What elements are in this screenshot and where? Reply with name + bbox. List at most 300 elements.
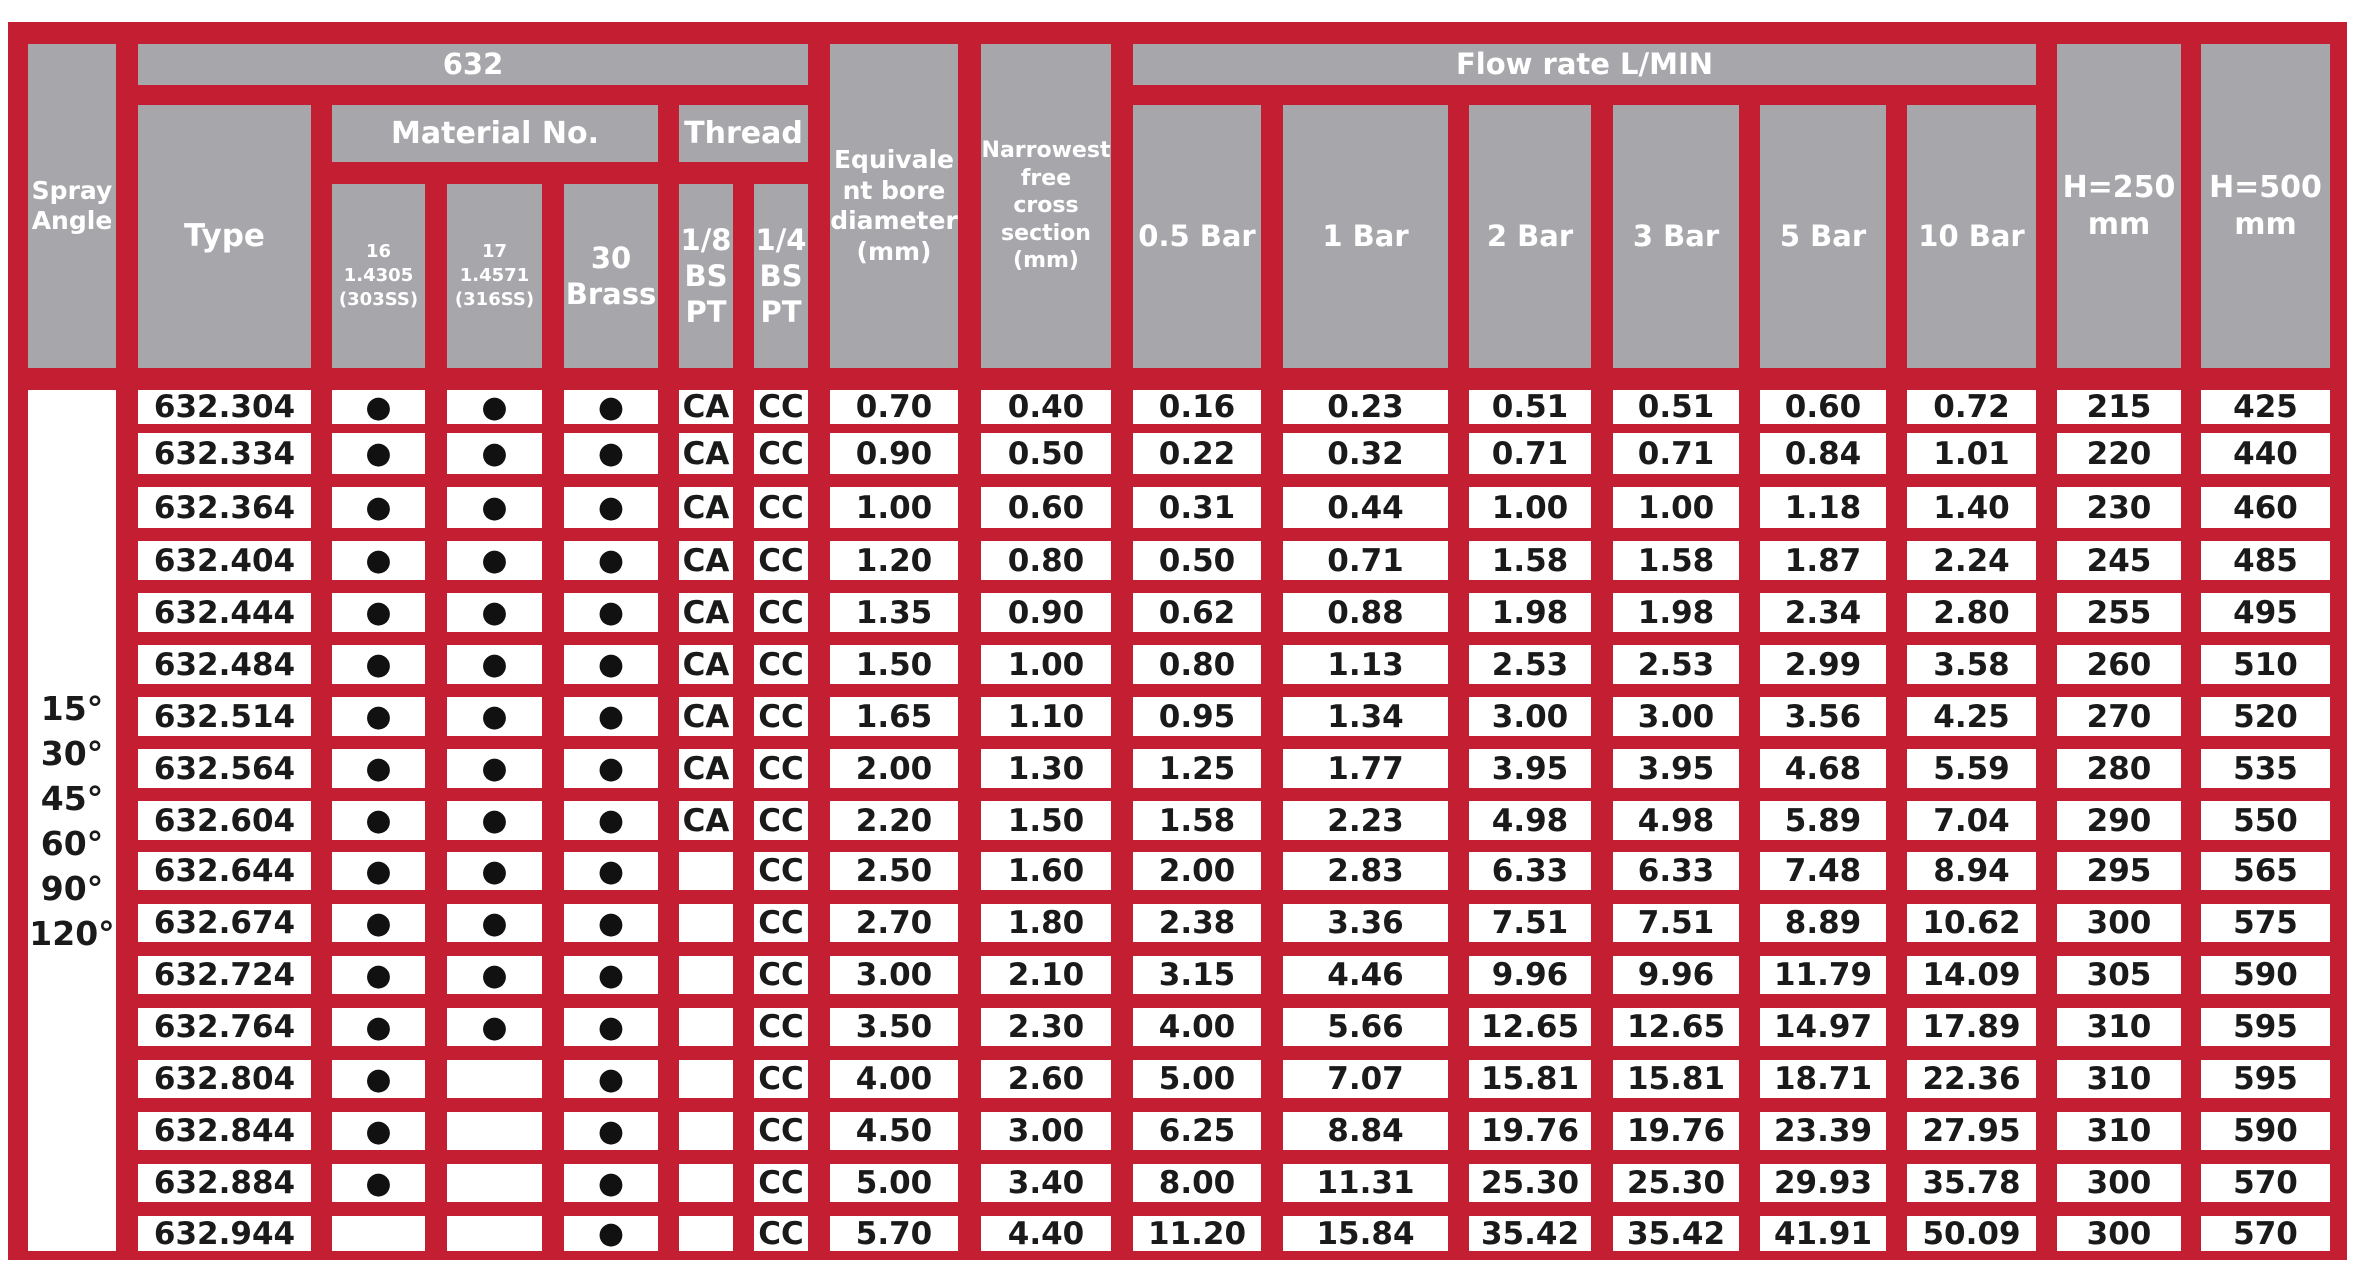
row-0-m17	[447, 390, 542, 424]
row-4-narrow: 0.90	[981, 593, 1111, 632]
row-16-m30	[564, 1216, 658, 1251]
row-8-f2: 4.98	[1469, 801, 1591, 840]
row-4-type: 632.444	[138, 593, 311, 632]
row-2-narrow: 0.60	[981, 487, 1111, 528]
material-available-bullet: ●	[597, 1061, 625, 1097]
row-10-f3: 7.51	[1613, 904, 1739, 942]
row-1-t14: CC	[754, 433, 808, 474]
row-0-m16	[332, 390, 425, 424]
spray-angle-value: 60°	[40, 823, 104, 863]
row-8-m17	[447, 801, 542, 840]
row-10-f05: 2.38	[1133, 904, 1261, 942]
row-3-narrow: 0.80	[981, 541, 1111, 580]
row-12-type: 632.764	[138, 1008, 311, 1046]
row-4-equiv: 1.35	[830, 593, 958, 632]
row-13-type: 632.804	[138, 1060, 311, 1098]
row-8-f1: 2.23	[1283, 801, 1448, 840]
row-15-f05: 8.00	[1133, 1164, 1261, 1202]
row-6-m30	[564, 697, 658, 736]
row-6-m17	[447, 697, 542, 736]
material-available-bullet: ●	[597, 436, 625, 471]
row-5-f05: 0.80	[1133, 645, 1261, 684]
row-4-h250: 255	[2057, 593, 2181, 632]
row-16-f2: 35.42	[1469, 1216, 1591, 1251]
spray-angle-value: 90°	[40, 868, 104, 908]
header-text-line: 2 Bar	[1486, 219, 1574, 254]
material-available-bullet: ●	[597, 595, 625, 630]
row-13-equiv: 4.00	[830, 1060, 958, 1098]
material-available-bullet: ●	[481, 751, 508, 786]
row-4-f05: 0.62	[1133, 593, 1261, 632]
material-available-bullet: ●	[481, 853, 508, 889]
row-5-h500: 510	[2201, 645, 2330, 684]
row-15-equiv: 5.00	[830, 1164, 958, 1202]
row-5-m16	[332, 645, 425, 684]
row-16-m17	[447, 1216, 542, 1251]
row-14-f10: 27.95	[1907, 1112, 2036, 1150]
header-text-line: (mm)	[1013, 248, 1079, 274]
row-12-m16	[332, 1008, 425, 1046]
material-available-bullet: ●	[597, 390, 625, 424]
header-text-line: 1/4	[755, 222, 807, 257]
row-0-f10: 0.72	[1907, 390, 2036, 424]
header-thread-1-4	[754, 184, 808, 368]
material-available-bullet: ●	[365, 1061, 392, 1097]
material-available-bullet: ●	[365, 853, 392, 889]
material-available-bullet: ●	[597, 853, 625, 889]
spray-angle-value: 120°	[29, 913, 115, 953]
row-15-m30	[564, 1164, 658, 1202]
header-text-line: 30	[590, 240, 632, 275]
row-1-m16	[332, 433, 425, 474]
row-16-type: 632.944	[138, 1216, 311, 1251]
row-12-t14: CC	[754, 1008, 808, 1046]
row-14-m16	[332, 1112, 425, 1150]
row-4-f1: 0.88	[1283, 593, 1448, 632]
row-2-f5: 1.18	[1760, 487, 1886, 528]
row-15-t18	[679, 1164, 733, 1202]
row-13-t18	[679, 1060, 733, 1098]
row-6-h250: 270	[2057, 697, 2181, 736]
row-8-f5: 5.89	[1760, 801, 1886, 840]
row-11-m30	[564, 956, 658, 994]
row-8-equiv: 2.20	[830, 801, 958, 840]
row-7-m17	[447, 749, 542, 788]
material-available-bullet: ●	[597, 647, 625, 682]
row-9-m30	[564, 852, 658, 890]
row-8-type: 632.604	[138, 801, 311, 840]
row-2-f2: 1.00	[1469, 487, 1591, 528]
header-text-line: 1.4571	[459, 264, 530, 286]
material-available-bullet: ●	[365, 390, 392, 424]
row-5-type: 632.484	[138, 645, 311, 684]
row-1-type: 632.334	[138, 433, 311, 474]
row-10-f2: 7.51	[1469, 904, 1591, 942]
row-10-f1: 3.36	[1283, 904, 1448, 942]
row-16-m16	[332, 1216, 425, 1251]
row-12-m17	[447, 1008, 542, 1046]
header-text-line: cross	[1013, 193, 1079, 219]
row-7-type: 632.564	[138, 749, 311, 788]
material-available-bullet: ●	[365, 595, 392, 630]
header-text-line: H=500	[2209, 169, 2322, 205]
row-13-f1: 7.07	[1283, 1060, 1448, 1098]
row-1-h500: 440	[2201, 433, 2330, 474]
row-6-m16	[332, 697, 425, 736]
material-available-bullet: ●	[365, 543, 392, 578]
row-9-t18	[679, 852, 733, 890]
header-group-632	[138, 44, 808, 85]
row-9-f05: 2.00	[1133, 852, 1261, 890]
row-13-f10: 22.36	[1907, 1060, 2036, 1098]
material-available-bullet: ●	[481, 905, 508, 941]
row-11-equiv: 3.00	[830, 956, 958, 994]
header-text-line: Type	[184, 217, 265, 254]
row-0-f5: 0.60	[1760, 390, 1886, 424]
row-15-m16	[332, 1164, 425, 1202]
material-available-bullet: ●	[597, 490, 625, 525]
row-16-f1: 15.84	[1283, 1216, 1448, 1251]
row-1-f2: 0.71	[1469, 433, 1591, 474]
material-available-bullet: ●	[597, 803, 625, 838]
row-0-t18: CA	[679, 390, 733, 424]
row-1-m17	[447, 433, 542, 474]
row-5-t18: CA	[679, 645, 733, 684]
row-7-f1: 1.77	[1283, 749, 1448, 788]
row-10-m16	[332, 904, 425, 942]
row-0-f3: 0.51	[1613, 390, 1739, 424]
header-text-line: Brass	[565, 277, 657, 311]
row-7-h500: 535	[2201, 749, 2330, 788]
row-3-f5: 1.87	[1760, 541, 1886, 580]
row-3-f05: 0.50	[1133, 541, 1261, 580]
row-3-equiv: 1.20	[830, 541, 958, 580]
material-available-bullet: ●	[481, 957, 508, 993]
material-available-bullet: ●	[481, 390, 508, 424]
header-thread	[679, 105, 808, 162]
row-10-equiv: 2.70	[830, 904, 958, 942]
row-1-narrow: 0.50	[981, 433, 1111, 474]
header-text-line: Flow rate L/MIN	[1455, 47, 1714, 82]
row-0-narrow: 0.40	[981, 390, 1111, 424]
material-available-bullet: ●	[481, 647, 508, 682]
row-2-t18: CA	[679, 487, 733, 528]
row-0-f05: 0.16	[1133, 390, 1261, 424]
header-text-line: 0.5 Bar	[1138, 219, 1256, 254]
row-12-f1: 5.66	[1283, 1008, 1448, 1046]
row-13-m17	[447, 1060, 542, 1098]
material-available-bullet: ●	[481, 803, 508, 838]
row-14-h500: 590	[2201, 1112, 2330, 1150]
material-available-bullet: ●	[597, 543, 625, 578]
row-11-f10: 14.09	[1907, 956, 2036, 994]
row-16-t18	[679, 1216, 733, 1251]
row-15-f3: 25.30	[1613, 1164, 1739, 1202]
row-3-h250: 245	[2057, 541, 2181, 580]
row-15-f2: 25.30	[1469, 1164, 1591, 1202]
row-14-narrow: 3.00	[981, 1112, 1111, 1150]
row-9-narrow: 1.60	[981, 852, 1111, 890]
row-2-equiv: 1.00	[830, 487, 958, 528]
row-14-type: 632.844	[138, 1112, 311, 1150]
row-11-m16	[332, 956, 425, 994]
row-7-narrow: 1.30	[981, 749, 1111, 788]
header-equivalent-bore	[830, 44, 958, 368]
header-text-line: Spray Angle	[31, 176, 113, 235]
material-available-bullet: ●	[597, 751, 625, 786]
row-4-f5: 2.34	[1760, 593, 1886, 632]
row-6-f5: 3.56	[1760, 697, 1886, 736]
header-flow-bar3	[1613, 105, 1739, 368]
header-flow-rate	[1133, 44, 2036, 85]
row-3-f3: 1.58	[1613, 541, 1739, 580]
header-flow-bar2	[1469, 105, 1591, 368]
row-2-t14: CC	[754, 487, 808, 528]
row-11-t18	[679, 956, 733, 994]
row-3-h500: 485	[2201, 541, 2330, 580]
row-0-f1: 0.23	[1283, 390, 1448, 424]
row-7-t14: CC	[754, 749, 808, 788]
row-7-f05: 1.25	[1133, 749, 1261, 788]
row-3-f1: 0.71	[1283, 541, 1448, 580]
row-6-equiv: 1.65	[830, 697, 958, 736]
header-type	[138, 105, 311, 368]
row-14-h250: 310	[2057, 1112, 2181, 1150]
row-11-m17	[447, 956, 542, 994]
row-10-type: 632.674	[138, 904, 311, 942]
material-available-bullet: ●	[365, 1009, 392, 1045]
row-14-equiv: 4.50	[830, 1112, 958, 1150]
header-text-line: free	[1020, 165, 1072, 191]
row-15-m17	[447, 1164, 542, 1202]
material-available-bullet: ●	[597, 1113, 625, 1149]
row-10-h250: 300	[2057, 904, 2181, 942]
header-text-line: 1 Bar	[1322, 219, 1409, 254]
row-3-f10: 2.24	[1907, 541, 2036, 580]
row-12-m30	[564, 1008, 658, 1046]
row-8-f05: 1.58	[1133, 801, 1261, 840]
header-flow-bar1	[1283, 105, 1448, 368]
row-7-f5: 4.68	[1760, 749, 1886, 788]
header-spray-angle	[28, 44, 116, 368]
row-11-type: 632.724	[138, 956, 311, 994]
row-9-m16	[332, 852, 425, 890]
row-14-f2: 19.76	[1469, 1112, 1591, 1150]
material-available-bullet: ●	[481, 595, 508, 630]
row-6-type: 632.514	[138, 697, 311, 736]
row-8-h250: 290	[2057, 801, 2181, 840]
row-3-t18: CA	[679, 541, 733, 580]
row-8-f3: 4.98	[1613, 801, 1739, 840]
row-1-f05: 0.22	[1133, 433, 1261, 474]
row-10-t18	[679, 904, 733, 942]
row-13-f3: 15.81	[1613, 1060, 1739, 1098]
header-text-line: diameter	[830, 206, 958, 235]
header-mat-30	[564, 184, 658, 368]
row-6-f05: 0.95	[1133, 697, 1261, 736]
row-3-m16	[332, 541, 425, 580]
row-16-h500: 570	[2201, 1216, 2330, 1251]
row-0-t14: CC	[754, 390, 808, 424]
row-4-m16	[332, 593, 425, 632]
row-9-f1: 2.83	[1283, 852, 1448, 890]
row-2-m16	[332, 487, 425, 528]
row-11-f1: 4.46	[1283, 956, 1448, 994]
row-12-f3: 12.65	[1613, 1008, 1739, 1046]
row-8-t18: CA	[679, 801, 733, 840]
material-available-bullet: ●	[597, 905, 625, 941]
row-6-narrow: 1.10	[981, 697, 1111, 736]
row-15-h250: 300	[2057, 1164, 2181, 1202]
header-text-line: H=250	[2062, 169, 2176, 205]
row-2-type: 632.364	[138, 487, 311, 528]
row-1-f10: 1.01	[1907, 433, 2036, 474]
row-13-m16	[332, 1060, 425, 1098]
row-11-t14: CC	[754, 956, 808, 994]
header-text-line: 1.4305	[343, 264, 414, 286]
header-text-line: 3 Bar	[1632, 219, 1720, 254]
row-6-h500: 520	[2201, 697, 2330, 736]
row-3-m17	[447, 541, 542, 580]
material-available-bullet: ●	[365, 1165, 392, 1201]
row-10-t14: CC	[754, 904, 808, 942]
row-10-m30	[564, 904, 658, 942]
row-5-f10: 3.58	[1907, 645, 2036, 684]
row-9-equiv: 2.50	[830, 852, 958, 890]
row-8-f10: 7.04	[1907, 801, 2036, 840]
row-1-m30	[564, 433, 658, 474]
header-text-line: Material No.	[391, 115, 599, 151]
header-text-line: nt bore	[842, 175, 946, 205]
row-13-f5: 18.71	[1760, 1060, 1886, 1098]
row-6-t18: CA	[679, 697, 733, 736]
row-4-f3: 1.98	[1613, 593, 1739, 632]
row-8-h500: 550	[2201, 801, 2330, 840]
row-9-type: 632.644	[138, 852, 311, 890]
material-available-bullet: ●	[365, 436, 392, 471]
row-9-t14: CC	[754, 852, 808, 890]
row-5-f1: 1.13	[1283, 645, 1448, 684]
row-13-h250: 310	[2057, 1060, 2181, 1098]
row-16-equiv: 5.70	[830, 1216, 958, 1251]
row-14-f1: 8.84	[1283, 1112, 1448, 1150]
row-10-f5: 8.89	[1760, 904, 1886, 942]
row-5-f2: 2.53	[1469, 645, 1591, 684]
row-5-m17	[447, 645, 542, 684]
header-text-line: (303SS)	[338, 289, 419, 311]
row-13-m30	[564, 1060, 658, 1098]
spray-angle-value: 15°	[40, 688, 104, 728]
row-12-h250: 310	[2057, 1008, 2181, 1046]
header-text-line: 1/8	[680, 222, 732, 257]
row-0-h250: 215	[2057, 390, 2181, 424]
header-text-line: PT	[685, 295, 727, 330]
row-9-f2: 6.33	[1469, 852, 1591, 890]
row-8-m30	[564, 801, 658, 840]
header-flow-bar05	[1133, 105, 1261, 368]
row-14-t14: CC	[754, 1112, 808, 1150]
header-text-line: 17	[481, 240, 508, 262]
nozzle-spec-table	[8, 22, 2347, 1260]
row-7-m16	[332, 749, 425, 788]
row-16-f5: 41.91	[1760, 1216, 1886, 1251]
material-available-bullet: ●	[365, 905, 392, 941]
row-14-f5: 23.39	[1760, 1112, 1886, 1150]
row-9-f3: 6.33	[1613, 852, 1739, 890]
row-2-h500: 460	[2201, 487, 2330, 528]
material-available-bullet: ●	[481, 436, 508, 471]
material-available-bullet: ●	[597, 1009, 625, 1045]
row-2-f1: 0.44	[1283, 487, 1448, 528]
material-available-bullet: ●	[365, 1113, 392, 1149]
row-1-f5: 0.84	[1760, 433, 1886, 474]
header-mat-17	[447, 184, 542, 368]
header-h500	[2201, 44, 2330, 368]
row-6-f1: 1.34	[1283, 697, 1448, 736]
row-3-m30	[564, 541, 658, 580]
row-9-m17	[447, 852, 542, 890]
row-15-f1: 11.31	[1283, 1164, 1448, 1202]
spray-angle-value: 30°	[40, 733, 104, 773]
row-9-h250: 295	[2057, 852, 2181, 890]
row-1-f1: 0.32	[1283, 433, 1448, 474]
header-text-line: PT	[760, 295, 802, 330]
spray-angle-value: 45°	[40, 778, 104, 818]
row-7-m30	[564, 749, 658, 788]
row-7-t18: CA	[679, 749, 733, 788]
header-h250	[2057, 44, 2181, 368]
row-3-type: 632.404	[138, 541, 311, 580]
row-16-h250: 300	[2057, 1216, 2181, 1251]
header-thread-1-8	[679, 184, 733, 368]
header-text-line: (316SS)	[454, 289, 535, 311]
header-text-line: section	[1001, 220, 1091, 246]
row-14-f05: 6.25	[1133, 1112, 1261, 1150]
row-12-f2: 12.65	[1469, 1008, 1591, 1046]
row-5-h250: 260	[2057, 645, 2181, 684]
row-6-t14: CC	[754, 697, 808, 736]
header-text-line: Thread	[684, 115, 803, 151]
header-text-line: BS	[759, 258, 803, 293]
row-11-f2: 9.96	[1469, 956, 1591, 994]
row-12-narrow: 2.30	[981, 1008, 1111, 1046]
row-12-equiv: 3.50	[830, 1008, 958, 1046]
row-2-f3: 1.00	[1613, 487, 1739, 528]
header-text-line: 16	[365, 240, 392, 262]
header-flow-bar5	[1760, 105, 1886, 368]
material-available-bullet: ●	[365, 647, 392, 682]
header-text-line: BS	[684, 258, 728, 293]
row-10-h500: 575	[2201, 904, 2330, 942]
row-15-h500: 570	[2201, 1164, 2330, 1202]
row-7-f3: 3.95	[1613, 749, 1739, 788]
header-text-line: 632	[442, 47, 504, 82]
row-6-f3: 3.00	[1613, 697, 1739, 736]
material-available-bullet: ●	[597, 1165, 625, 1201]
row-16-f05: 11.20	[1133, 1216, 1261, 1251]
row-11-h250: 305	[2057, 956, 2181, 994]
material-available-bullet: ●	[481, 490, 508, 525]
row-2-m17	[447, 487, 542, 528]
row-4-m30	[564, 593, 658, 632]
row-0-m30	[564, 390, 658, 424]
header-text-line: 10 Bar	[1918, 219, 2025, 254]
row-1-equiv: 0.90	[830, 433, 958, 474]
material-available-bullet: ●	[365, 699, 392, 734]
row-0-equiv: 0.70	[830, 390, 958, 424]
row-7-equiv: 2.00	[830, 749, 958, 788]
row-14-f3: 19.76	[1613, 1112, 1739, 1150]
